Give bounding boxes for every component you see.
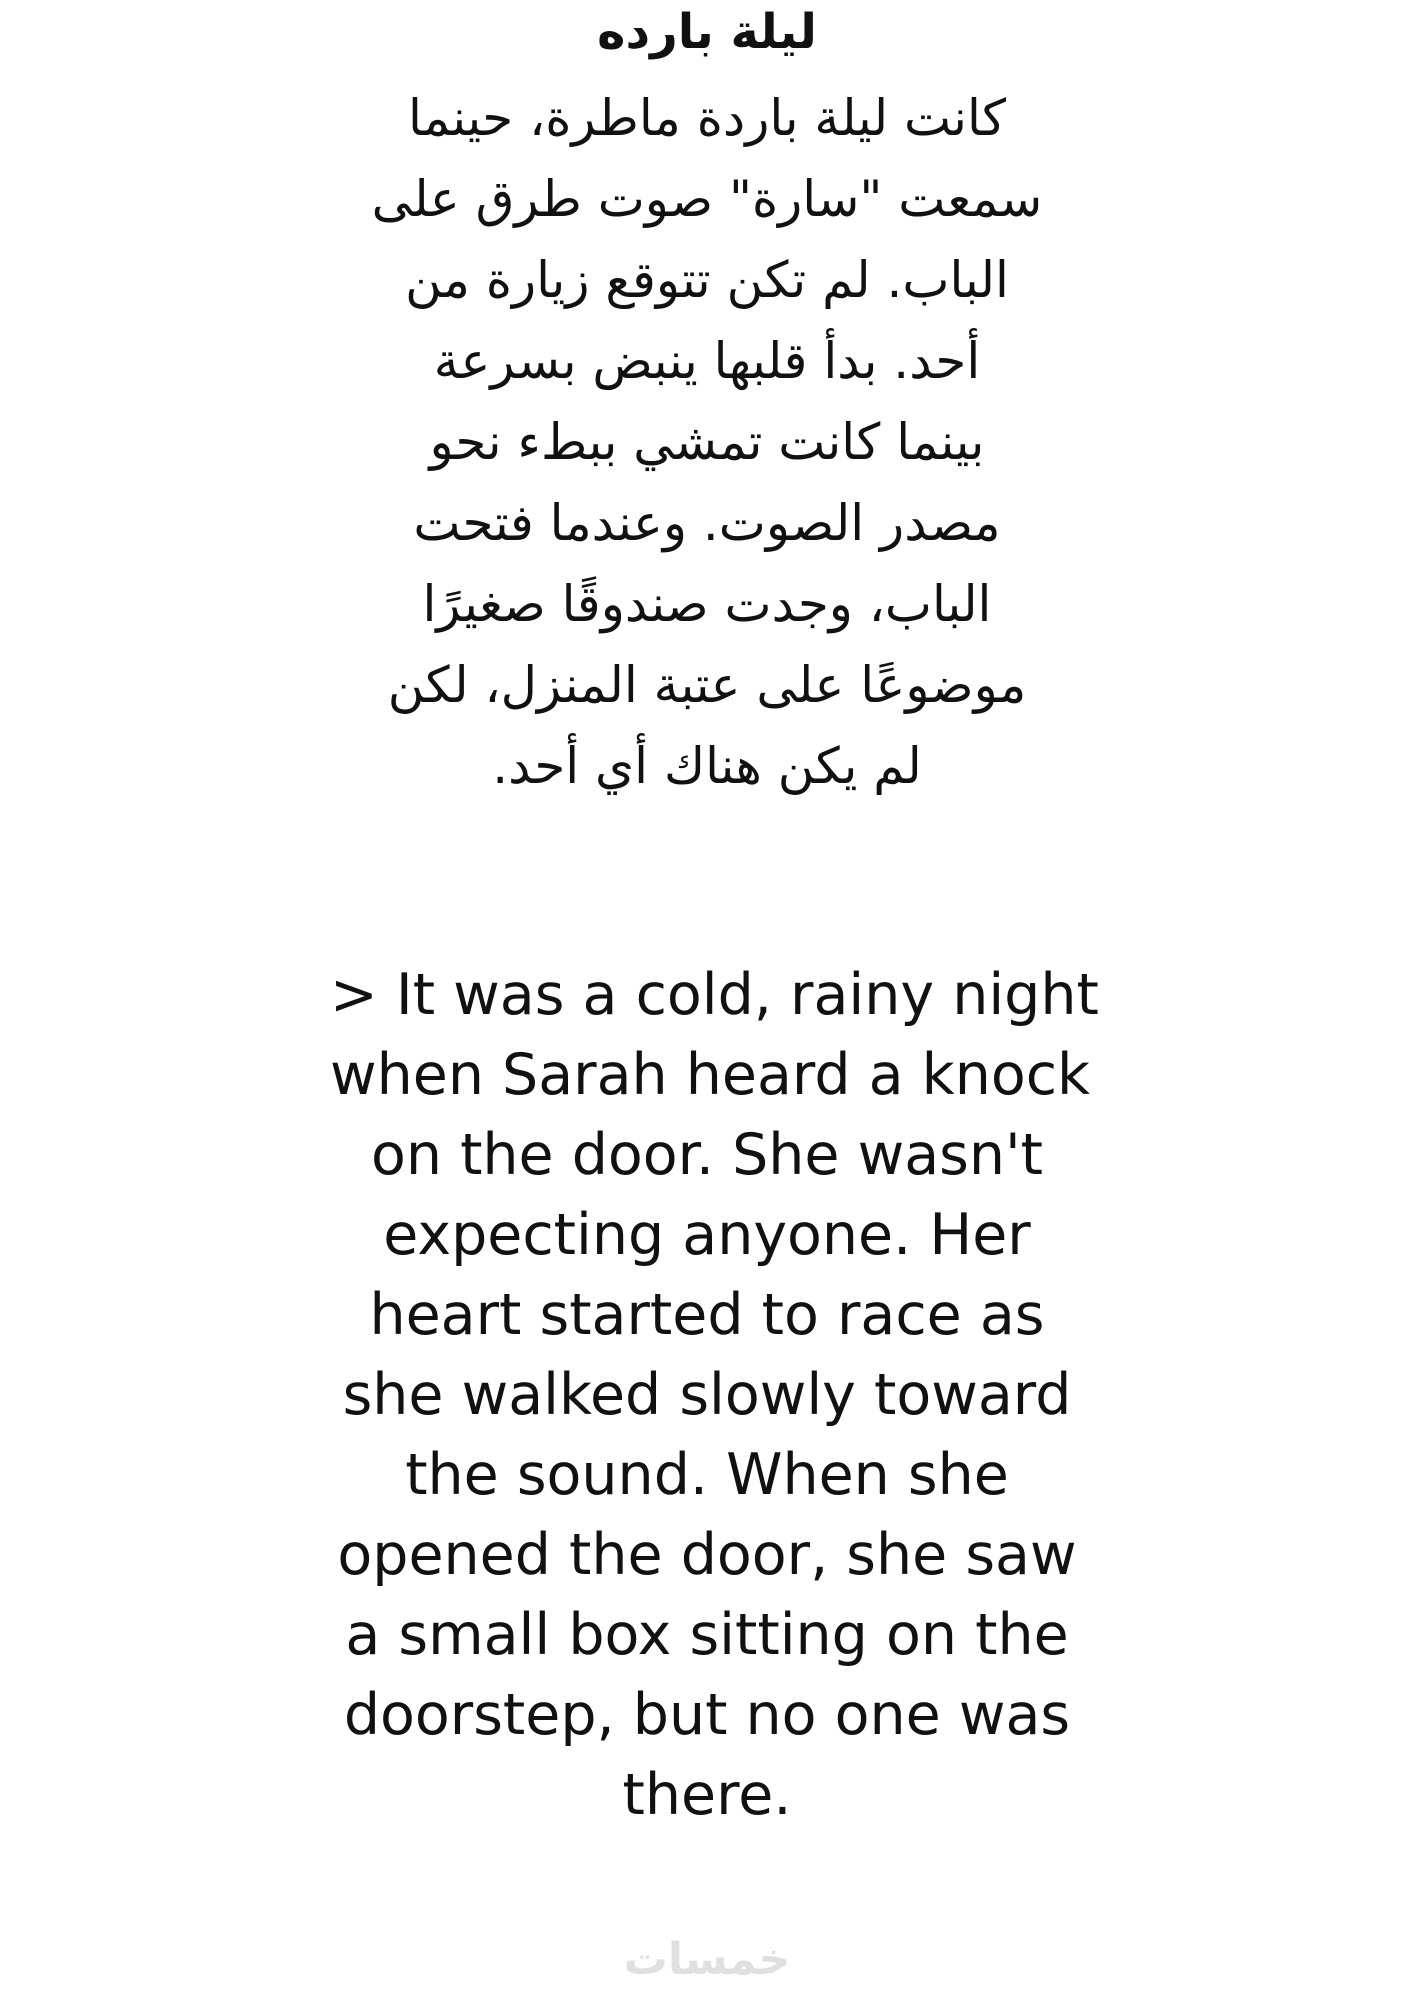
arabic-line: سمعت "سارة" صوت طرق على [371, 170, 1043, 228]
arabic-line: موضوعًا على عتبة المنزل، لكن [387, 656, 1027, 714]
story-title: ليلة بارده [597, 4, 817, 60]
english-line: there. [622, 1762, 792, 1828]
arabic-line: الباب. لم تكن تتوقع زيارة من [405, 251, 1009, 309]
english-line: opened the door, she saw [337, 1522, 1077, 1588]
arabic-line: لم يكن هناك أي أحد. [492, 737, 922, 795]
english-line: on the door. She wasn't [370, 1122, 1044, 1188]
english-line: when Sarah heard a knock [330, 1042, 1091, 1108]
english-line: she walked slowly toward [342, 1362, 1072, 1428]
english-line: doorstep, but no one was [343, 1682, 1071, 1748]
arabic-line: بينما كانت تمشي ببطء نحو [429, 413, 985, 471]
english-line: the sound. When she [405, 1442, 1009, 1508]
arabic-line: أحد. بدأ قلبها ينبض بسرعة [433, 332, 981, 390]
english-line: > It was a cold, rainy night [330, 962, 1099, 1028]
arabic-line: مصدر الصوت. وعندما فتحت [413, 494, 1001, 552]
arabic-line: الباب، وجدت صندوقًا صغيرًا [422, 575, 992, 633]
english-line: a small box sitting on the [345, 1602, 1069, 1668]
english-line: expecting anyone. Her [383, 1202, 1031, 1268]
arabic-paragraph [337, 78, 1077, 807]
english-line: heart started to race as [369, 1282, 1045, 1348]
arabic-line: كانت ليلة باردة ماطرة، حينما [407, 89, 1007, 147]
watermark-logo: خمسات [623, 1934, 791, 1985]
english-paragraph [330, 955, 1099, 1835]
